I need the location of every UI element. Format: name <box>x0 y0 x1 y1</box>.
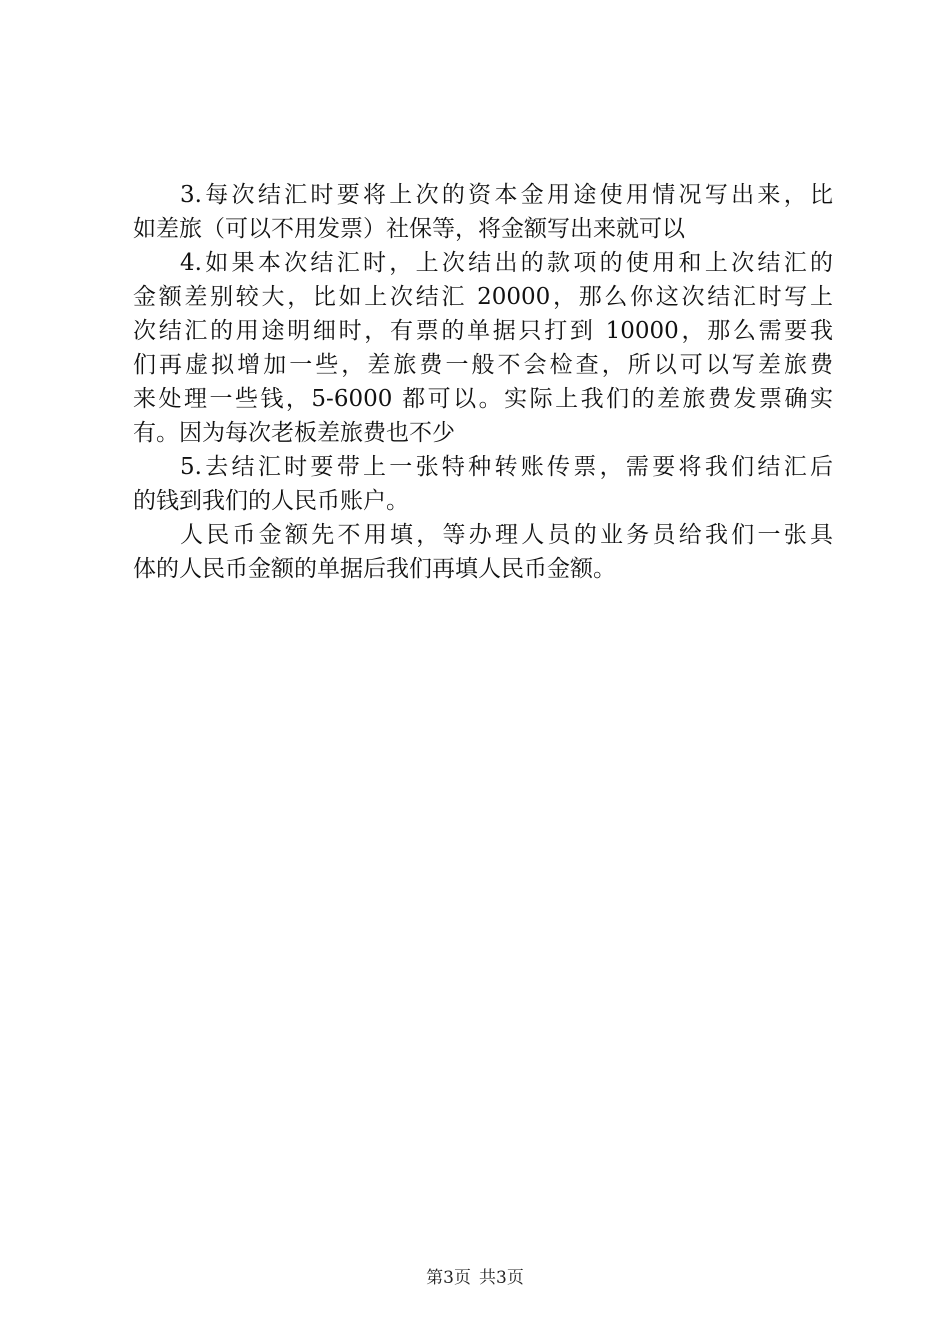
paragraph-6-line-1: 人民币金额先不用填，等办理人员的业务员给我们一张具 <box>180 522 833 548</box>
paragraph-4-line-3: 次结汇的用途明细时，有票的单据只打到 10000，那么需要我 <box>133 318 833 344</box>
paragraph-4-line-5: 来处理一些钱，5-6000 都可以。实际上我们的差旅费发票确实 <box>133 386 833 412</box>
page-total: 共3页 <box>479 1268 524 1288</box>
paragraph-3-line-2: 如差旅（可以不用发票）社保等，将金额写出来就可以 <box>133 216 685 242</box>
paragraph-3-line-1: 3.每次结汇时要将上次的资本金用途使用情况写出来，比 <box>180 182 833 208</box>
page-footer <box>0 1266 950 1290</box>
paragraph-5-line-2: 的钱到我们的人民币账户。 <box>133 488 409 514</box>
paragraph-4-line-1: 4.如果本次结汇时，上次结出的款项的使用和上次结汇的 <box>180 250 833 276</box>
paragraph-4-line-4: 们再虚拟增加一些，差旅费一般不会检查，所以可以写差旅费 <box>133 352 833 378</box>
paragraph-6-line-2: 体的人民币金额的单据后我们再填人民币金额。 <box>133 556 616 582</box>
paragraph-4-line-2: 金额差别较大，比如上次结汇 20000，那么你这次结汇时写上 <box>133 284 833 310</box>
page-number: 第3页 <box>426 1268 471 1288</box>
paragraph-5-line-1: 5.去结汇时要带上一张特种转账传票，需要将我们结汇后 <box>180 454 833 480</box>
paragraph-4-line-6: 有。因为每次老板差旅费也不少 <box>133 420 455 446</box>
